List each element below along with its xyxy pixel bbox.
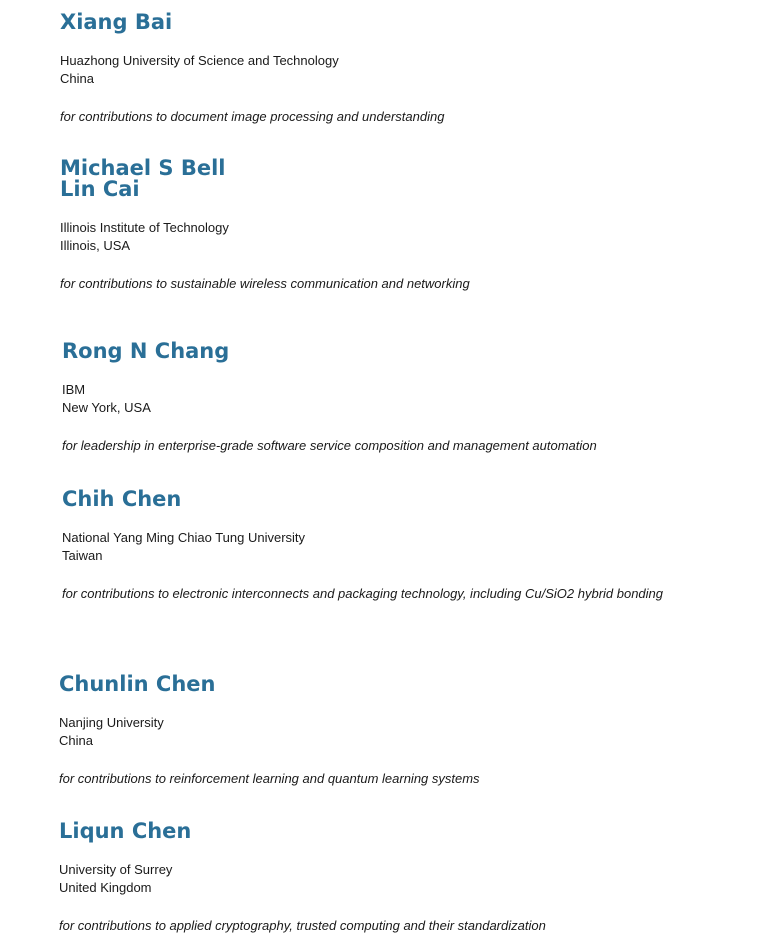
fellow-name: Michael S Bell xyxy=(60,156,226,180)
fellow-name: Chih Chen xyxy=(62,487,182,511)
fellow-location: China xyxy=(59,733,93,748)
fellow-location: United Kingdom xyxy=(59,880,152,895)
fellow-name: Chunlin Chen xyxy=(59,672,216,696)
fellow-location: Taiwan xyxy=(62,548,103,563)
fellow-institution: Huazhong University of Science and Technology xyxy=(60,53,339,68)
fellow-location: New York, USA xyxy=(62,400,151,415)
fellow-location: Illinois, USA xyxy=(60,238,131,253)
fellow-citation: for contributions to document image processing and understanding xyxy=(60,109,445,124)
fellow-citation: for contributions to reinforcement learning and quantum learning systems xyxy=(59,771,480,786)
fellow-institution: University of Surrey xyxy=(59,862,173,877)
fellow-citation: for contributions to applied cryptography, trusted computing and their standardization xyxy=(59,918,546,933)
fellow-institution: Illinois Institute of Technology xyxy=(60,220,229,235)
entry-rong-n-chang xyxy=(62,339,762,455)
entry-lin-cai xyxy=(60,177,760,293)
fellow-name: Lin Cai xyxy=(60,177,140,201)
entry-xiang-bai xyxy=(60,10,760,126)
fellow-citation: for leadership in enterprise-grade software service composition and management automation xyxy=(62,438,597,453)
fellow-citation: for contributions to electronic interconnects and packaging technology, including Cu/SiO2 hybrid bonding xyxy=(62,586,664,601)
clipped-entry-heading xyxy=(60,148,260,180)
fellow-name: Rong N Chang xyxy=(62,339,230,363)
fellow-name: Xiang Bai xyxy=(60,10,173,34)
fellow-institution: National Yang Ming Chiao Tung University xyxy=(62,530,306,545)
entry-chunlin-chen xyxy=(59,672,759,788)
entry-chih-chen xyxy=(62,487,762,603)
fellow-citation: for contributions to sustainable wireless communication and networking xyxy=(60,276,470,291)
fellow-institution: Nanjing University xyxy=(59,715,164,730)
fellow-name: Liqun Chen xyxy=(59,819,192,843)
fellow-location: China xyxy=(60,71,94,86)
entry-liqun-chen xyxy=(59,819,759,935)
fellow-institution: IBM xyxy=(62,382,86,397)
